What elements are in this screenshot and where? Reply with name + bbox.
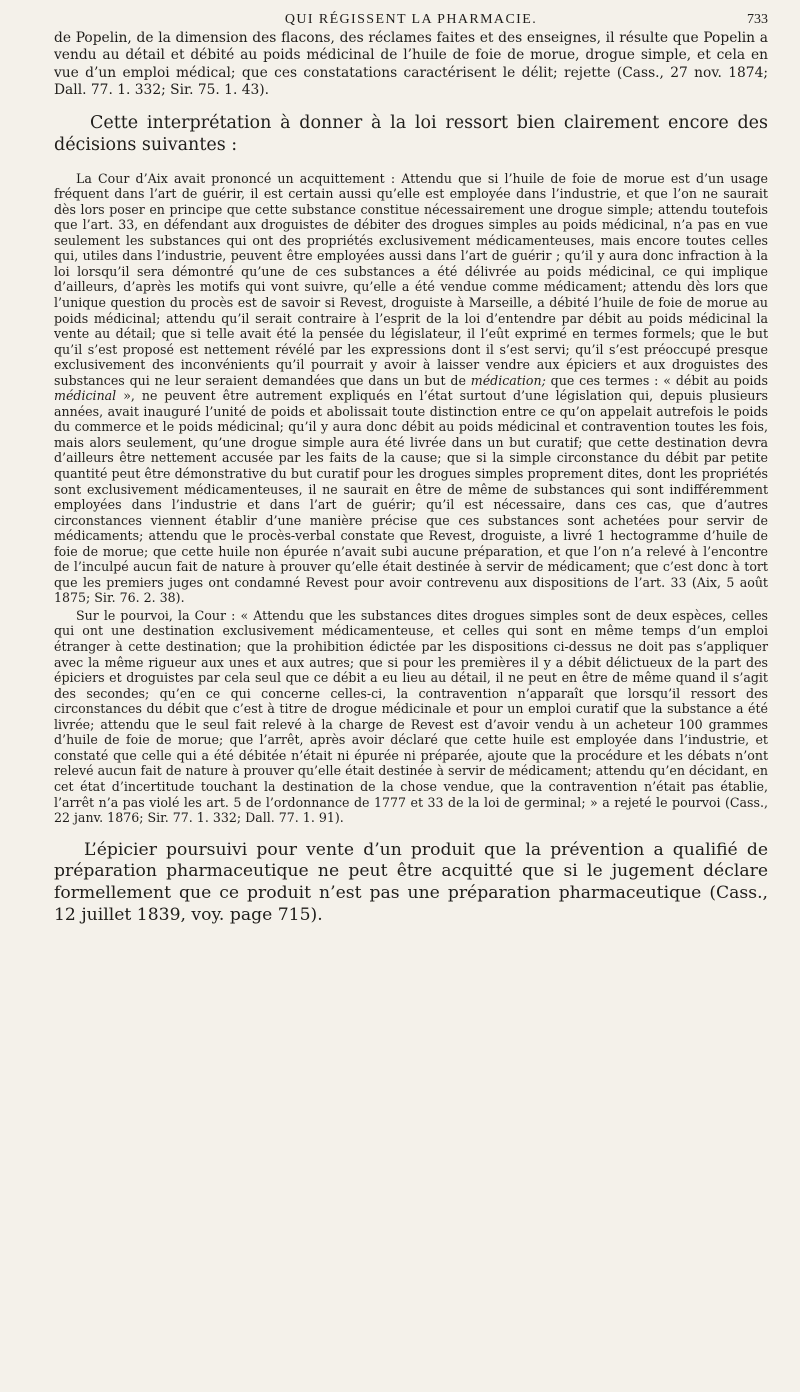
emphasis-medication: médication; — [470, 372, 546, 388]
decision-aix-text-mid: que ces termes : « débit au poids — [550, 372, 768, 388]
decision-cassation: Sur le pourvoi, la Cour : « Attendu que les substances dites drogues simples sont de deux espèces, celles qui ont une destination exclusivement médicamenteuse, et celles qui sont en même temps d’un emploi étranger à cette destination; que la prohibition édictée par les dispositions ci-dessus ne doit pas s’appliquer avec la même rigueur aux unes et aux autres; que si pour les premières il y a débit délictueux de la part des épiciers et droguistes par cela seul que ce débit a eu lieu au détail, il ne peut en être de même quand il s’agit des secondes; qu’en ce qui concerne celles-ci, la contravention n’apparaît que lorsqu’il ressort des circonstances du débit que c’est à titre de drogue médicinale et pour un emploi curatif que la substance a été livrée; attendu que le seul fait relevé à la charge de Revest est d’avoir vendu à un acheteur 100 grammes d’huile de foie de morue; que l’arrêt, après avoir déclaré que cette huile est employée dans l’industrie, et constaté que celle qui a été débitée n’était ni épurée ni préparée, ajoute que la procédure et les débats n’ont relevé aucun fait de nature à prouver qu’elle était destinée à servir de médicament; attendu qu’en décidant, en cet état d’incertitude touchant la destination de la chose vendue, que la contravention n’était pas établie, l’arrêt n’a pas violé les art. 5 de l’ordonnance de 1777 et 33 de la loi de germinal; » a rejeté le pourvoi (Cass., 22 janv. 1876; Sir. 77. 1. 332; Dall. 77. 1. 91). — [54, 607, 768, 826]
decision-aix — [54, 171, 768, 606]
closing-paragraph: L’épicier poursuivi pour vente d’un produit que la prévention a qualifié de préparation pharmaceutique ne peut être acquitté que si le jugement déclare formellement que ce produit n’est pas une préparation pharmaceutique (Cass., 12 juillet 1839, voy. page 715). — [54, 839, 768, 925]
page-number: 733 — [747, 12, 768, 27]
intro-paragraph: de Popelin, de la dimension des flacons, des réclames faites et des enseignes, il résulte que Popelin a vendu au détail et débité au poids médicinal de l’huile de foie de morue, drogue simple, et cela en vue d’un emploi médical; que ces constatations caractérisent le délit; rejette (Cass., 27 nov. 1874; Dall. 77. 1. 332; Sir. 75. 1. 43). — [54, 30, 768, 99]
running-header — [54, 6, 768, 30]
lead-paragraph: Cette interprétation à donner à la loi ressort bien clairement encore des décisions suivantes : — [54, 112, 768, 156]
book-page — [54, 6, 768, 927]
emphasis-medicinal: médicinal — [54, 388, 117, 404]
running-title: QUI RÉGISSENT LA PHARMACIE. — [284, 12, 538, 27]
decision-aix-text: La Cour d’Aix avait prononcé un acquittement : Attendu que si l’huile de foie de morue est d’un usage fréquent dans l’art de guérir, il est certain aussi qu’elle est employée dans l’industrie, et que l’on ne saurait dès lors poser en principe que cette substance constitue nécessairement une drogue simple; attendu toutefois que l’art. 33, en défendant aux droguistes de débiter des drogues simples au poids médicinal, n’a pas en vue seulement les substances qui ont des propriétés exclusivement médicamenteuses, mais encore toutes celles qui, utiles dans l’industrie, peuvent être employées aussi dans l’art de guérir ; qu’il y aura donc infraction à la loi lorsqu’il sera démontré qu’une de ces substances a été délivrée au poids médicinal, ce qui implique d’ailleurs, d’après les motifs qui vont suivre, qu’elle a été vendue comme médicament; attendu dès lors que l’unique question du procès est de savoir si Revest, droguiste à Marseille, a débité l’huile de foie de morue au poids médicinal; attendu qu’il serait contraire à l’esprit de la loi d’entendre par débit au poids médicinal la vente au détail; que si telle avait été la pensée du législateur, il l’eût exprimé en termes formels; que le but qu’il s’est proposé est nettement révélé par les expressions dont il s’est servi; qu’il s’est préoccupé presque exclusivement des inconvénients qu’il pourrait y avoir à laisser vendre aux épiciers et aux droguistes des substances qui ne leur seraient demandées que dans un but de — [54, 170, 768, 388]
court-decisions — [54, 171, 768, 826]
decision-aix-text-end: », ne peuvent être autrement expliqués en l’état surtout d’une législation qui, depuis plusieurs années, avait inauguré l’unité de poids et abolissait toute distinction entre ce qu’on appelait autrefois le poids du commerce et le poids médicinal; qu’il y aura donc débit au poids médicinal et contravention toutes les fois, mais alors seulement, qu’une drogue simple aura été livrée dans un but curatif; que cette destination devra d’ailleurs être nettement accusée par les faits de la cause; que si la simple circonstance du débit par petite quantité peut être démonstrative du but curatif pour les drogues simples proprement dites, dont les propriétés sont exclusivement médicamenteuses, il ne saurait en être de même de substances qui sont indifféremment employées dans l’industrie et dans l’art de guérir; qu’il est nécessaire, dans ces cas, que d’autres circonstances viennent établir d’une manière précise que ces substances sont achetées pour servir de médicaments; attendu que le procès-verbal constate que Revest, droguiste, a livré 1 hectogramme d’huile de foie de morue; que cette huile non épurée n’avait subi aucune préparation, et que l’on n’a relevé à l’encontre de l’inculpé aucun fait de nature à prouver qu’elle était destinée à servir de médicament; que c’est donc à tort que les premiers juges ont condamné Revest pour avoir contrevenu aux dispositions de l’art. 33 (Aix, 5 août 1875; Sir. 76. 2. 38). — [54, 388, 768, 606]
